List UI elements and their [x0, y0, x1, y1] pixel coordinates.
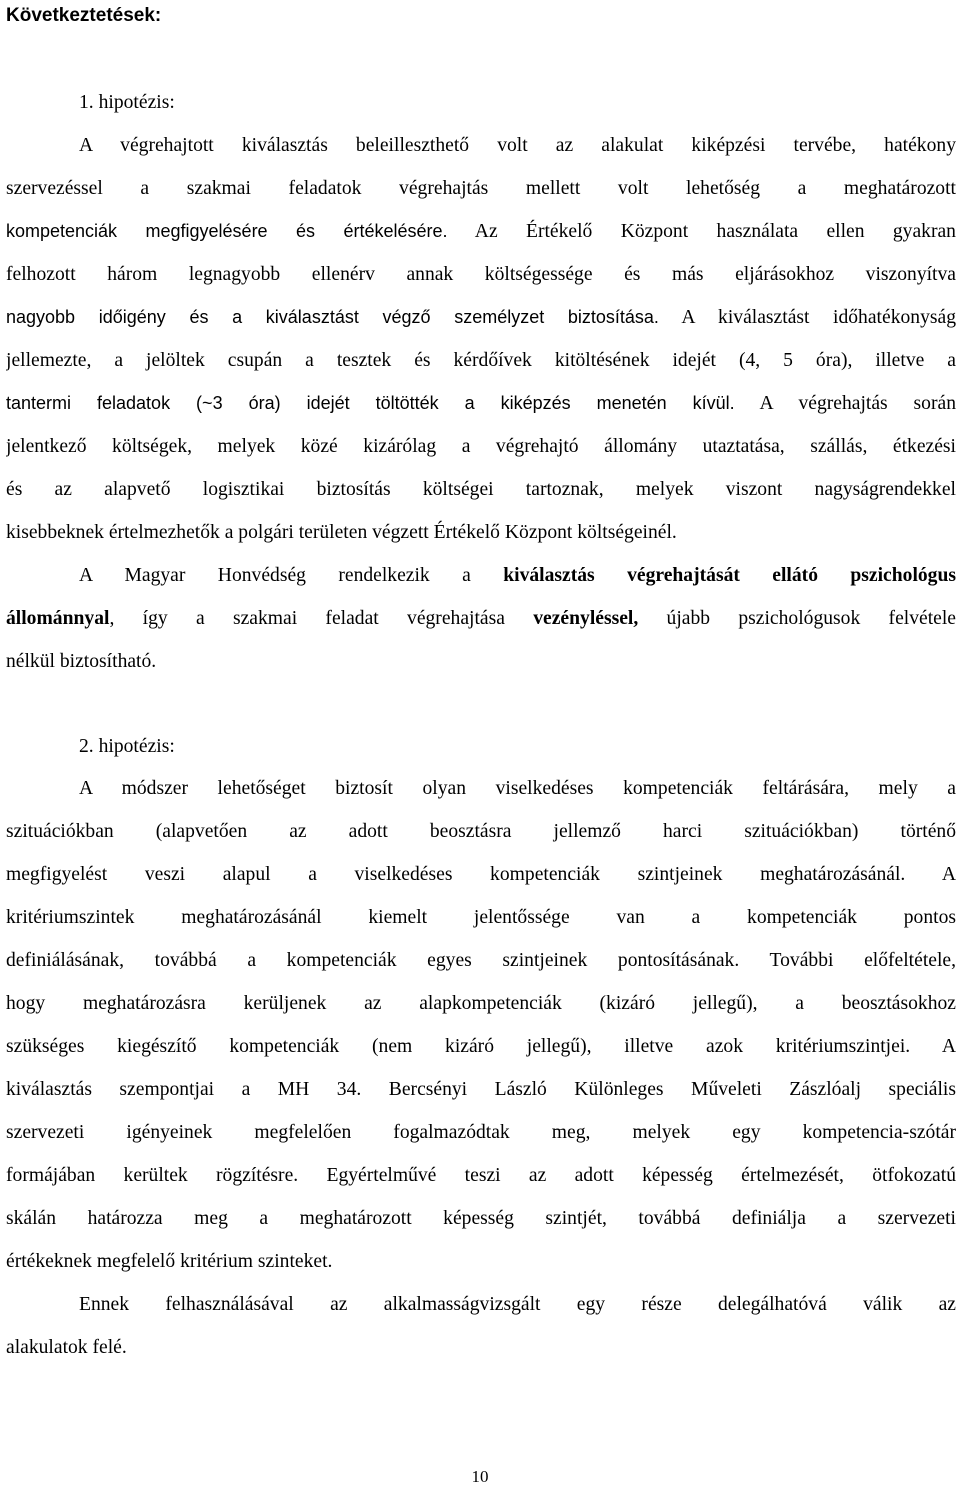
text-line: kiválasztás szempontjai a MH 34. Bercsényi László Különleges Műveleti Zászlóalj speciális: [6, 1079, 956, 1100]
text-line: és az alapvető logisztikai biztosítás költségei tartoznak, melyek viszont nagyságrendekkel: [6, 479, 956, 500]
text-line: [6, 210, 956, 253]
text-span: , így a szakmai feladat végrehajtása: [109, 608, 534, 629]
hypothesis-1-paragraph: [6, 124, 956, 554]
text-line: skálán határozza meg a meghatározott képesség szintjét, továbbá definiálja a szervezeti: [6, 1208, 956, 1229]
text-line: értékeknek megfelelő kritérium szinteket.: [6, 1251, 333, 1272]
text-span: A kiválasztást időhatékonyság: [658, 307, 956, 328]
bold-text-span: állománnyal: [6, 608, 110, 629]
page-number: 10: [471, 1467, 489, 1486]
text-line: formájában kerültek rögzítésre. Egyértelművé teszi az adott képesség értelmezését, ötfokozatú: [6, 1165, 956, 1186]
text-line: [6, 382, 956, 425]
hypothesis-1-paragraph-2: [6, 554, 956, 683]
text-line: jelentkező költségek, melyek közé kizárólag a végrehajtó állomány utaztatása, szállás, étkezési: [6, 436, 956, 457]
bold-text-span: kiválasztás végrehajtását ellátó pszichológus: [503, 565, 956, 586]
text-line: kisebbeknek értelmezhetők a polgári területen végzett Értékelő Központ költségeinél.: [6, 522, 677, 543]
text-line: definiálásának, továbbá a kompetenciák egyes szintjeinek pontosításának. További előfeltétele,: [6, 950, 956, 971]
text-line: [6, 597, 956, 640]
text-span: A Magyar Honvédség rendelkezik a: [79, 565, 504, 586]
text-line: kritériumszintek meghatározásánál kiemelt jelentőssége van a kompetenciák pontos: [6, 907, 956, 928]
text-line: [6, 296, 956, 339]
text-line: nélkül biztosítható.: [6, 651, 157, 672]
text-line: hogy meghatározásra kerüljenek az alapkompetenciák (kizáró jellegű), a beosztásokhoz: [6, 993, 956, 1014]
text-span: újabb pszichológusok felvétele: [638, 608, 956, 629]
text-line: felhozott három legnagyobb ellenérv annak költségessége és más eljárásokhoz viszonyítva: [6, 264, 956, 285]
hypothesis-1-title: 1. hipotézis:: [79, 92, 175, 113]
text-line: szervezéssel a szakmai feladatok végrehajtás mellett volt lehetőség a meghatározott: [6, 178, 956, 199]
text-span: tantermi feladatok (~3 óra) idejét töltötték a kiképzés menetén kívül.: [6, 393, 735, 413]
text-line: A végrehajtott kiválasztás beleilleszthető volt az alakulat kiképzési tervébe, hatékony: [79, 135, 956, 156]
conclusions-heading: Következtetések:: [6, 5, 162, 26]
text-span: nagyobb időigény és a kiválasztást végző személyzet biztosítása.: [6, 307, 659, 327]
text-line: Ennek felhasználásával az alkalmasságvizsgált egy része delegálhatóvá válik az: [79, 1294, 956, 1315]
bold-text-span: vezényléssel,: [533, 608, 639, 629]
text-line: A módszer lehetőséget biztosít olyan viselkedéses kompetenciák feltárására, mely a: [79, 778, 956, 799]
text-line: jellemezte, a jelöltek csupán a tesztek és kérdőívek kitöltésének idejét (4, 5 óra), illetve a: [6, 350, 956, 371]
text-line: szervezeti igényeinek megfelelően fogalmazódtak meg, melyek egy kompetencia-szótár: [6, 1122, 956, 1143]
text-span: kompetenciák megfigyelésére és értékelésére.: [6, 221, 448, 241]
text-line: megfigyelést veszi alapul a viselkedéses kompetenciák szintjeinek meghatározásánál. A: [6, 864, 956, 885]
hypothesis-2-paragraph: [6, 767, 956, 1369]
text-line: [6, 554, 956, 597]
text-line: szükséges kiegészítő kompetenciák (nem kizáró jellegű), illetve azok kritériumszintjei. A: [6, 1036, 956, 1057]
text-line: szituációkban (alapvetően az adott beosztásra jellemző harci szituációkban) történő: [6, 821, 956, 842]
text-span: Az Értékelő Központ használata ellen gyakran: [447, 221, 956, 242]
hypothesis-2-title: 2. hipotézis:: [79, 736, 175, 757]
text-span: A végrehajtás során: [734, 393, 956, 414]
text-line: alakulatok felé.: [6, 1337, 127, 1358]
